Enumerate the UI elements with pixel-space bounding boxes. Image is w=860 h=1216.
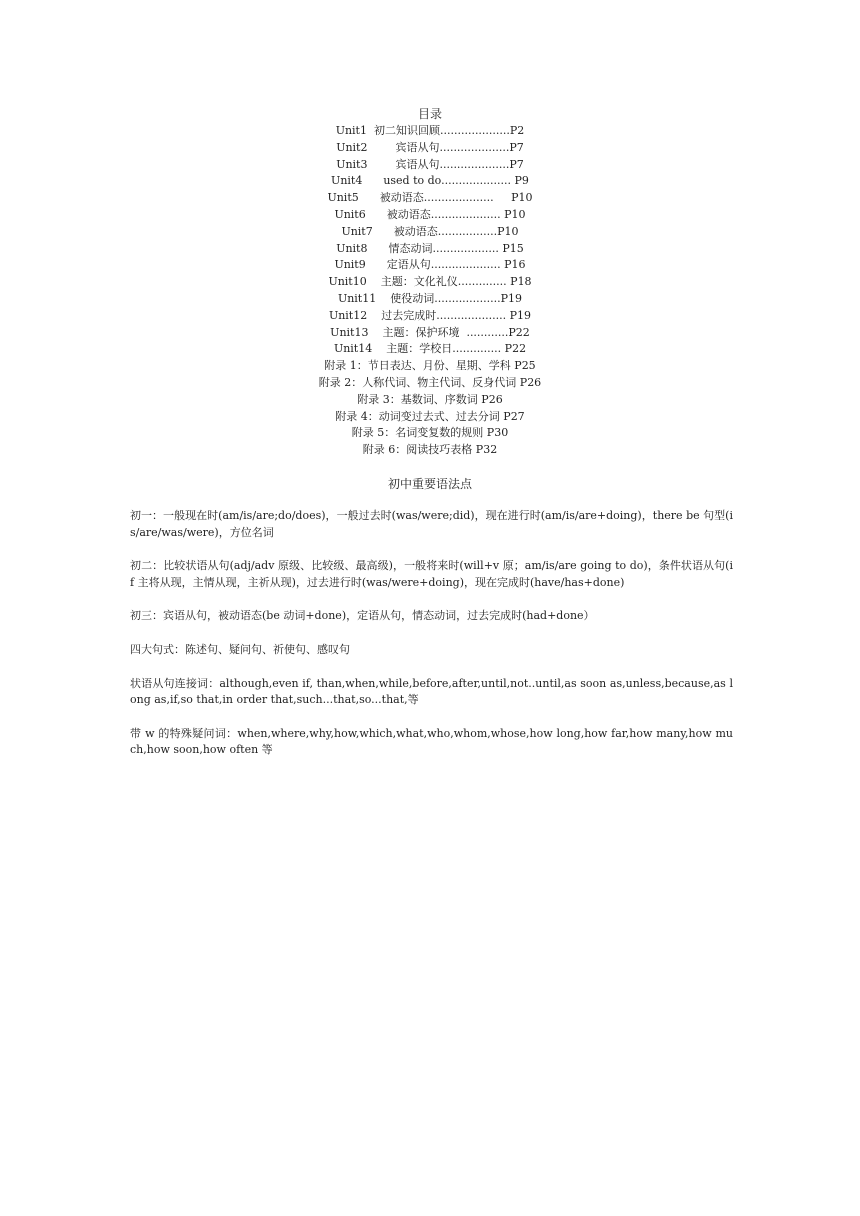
toc-item-unit6: Unit6 被动语态.................... P10	[334, 207, 526, 221]
paragraph-adverbial-conjunctions: 状语从句连接词：although,even if, than,when,while,before,after,until,not..until,as soon as,unless,because,as long as,if,so that,in order that,such...that,so...that,等	[130, 676, 733, 707]
toc-item-unit10: Unit10 主题：文化礼仪.............. P18	[328, 275, 532, 289]
toc-item-appendix2: 附录 2：人称代词、物主代词、反身代词 P26	[318, 375, 542, 389]
toc-item-unit13: Unit13 主题：保护环境 ............P22	[330, 325, 530, 339]
toc-item-appendix3: 附录 3：基数词、序数词 P26	[357, 392, 503, 406]
toc-item-unit1: Unit1 初二知识回顾....................P2	[335, 124, 525, 137]
toc-item-unit14: Unit14 主题：学校日.............. P22	[333, 342, 527, 356]
toc-item-unit12: Unit12 过去完成时.................... P19	[328, 308, 532, 322]
toc-item-appendix6: 附录 6：阅读技巧表格 P32	[362, 443, 498, 457]
toc-item-unit4: Unit4 used to do.................... P9	[331, 174, 529, 188]
table-of-contents	[0, 106, 860, 459]
toc-item-unit11: Unit11 使役动词...................P19	[337, 291, 523, 305]
toc-item-unit9: Unit9 定语从句.................... P16	[334, 258, 526, 272]
toc-item-appendix4: 附录 4：动词变过去式、过去分词 P27	[335, 409, 525, 423]
toc-item-appendix1: 附录 1：节日表达、月份、星期、学科 P25	[324, 359, 536, 373]
toc-item-unit3: Unit3 宾语从句....................P7	[336, 157, 524, 171]
toc-item-unit5: Unit5 被动语态.................... P10	[327, 191, 533, 205]
paragraph-sentence-types: 四大句式：陈述句、疑问句、祈使句、感叹句	[130, 642, 350, 656]
paragraph-grade9: 初三：宾语从句，被动语态(be 动词+done)，定语从句，情态动词，过去完成时(had+done）	[130, 609, 595, 623]
paragraph-wh-questions: 带 w 的特殊疑问词：when,where,why,how,which,what,who,whom,whose,how long,how far,how many,how much,how soon,how often 等	[130, 726, 733, 757]
grammar-points	[130, 508, 733, 776]
toc-item-unit7: Unit7 被动语态.................P10	[341, 224, 519, 238]
section-title: 初中重要语法点	[387, 477, 472, 491]
toc-title: 目录	[417, 107, 442, 121]
toc-item-appendix5: 附录 5：名词变复数的规则 P30	[351, 426, 509, 440]
toc-item-unit8: Unit8 情态动词................... P15	[336, 241, 524, 255]
paragraph-grade8: 初二：比较状语从句(adj/adv 原级、比较级、最高级)，一般将来时(will+v 原；am/is/are going to do)，条件状语从句(if 主将从现，主情从现，主祈从现)，过去进行时(was/were+doing)，现在完成时(have/has+done)	[130, 559, 733, 589]
paragraph-grade7: 初一：一般现在时(am/is/are;do/does)，一般过去时(was/were;did)，现在进行时(am/is/are+doing)，there be 句型(is/are/was/were)，方位名词	[130, 509, 733, 539]
toc-item-unit2: Unit2 宾语从句....................P7	[336, 140, 524, 154]
